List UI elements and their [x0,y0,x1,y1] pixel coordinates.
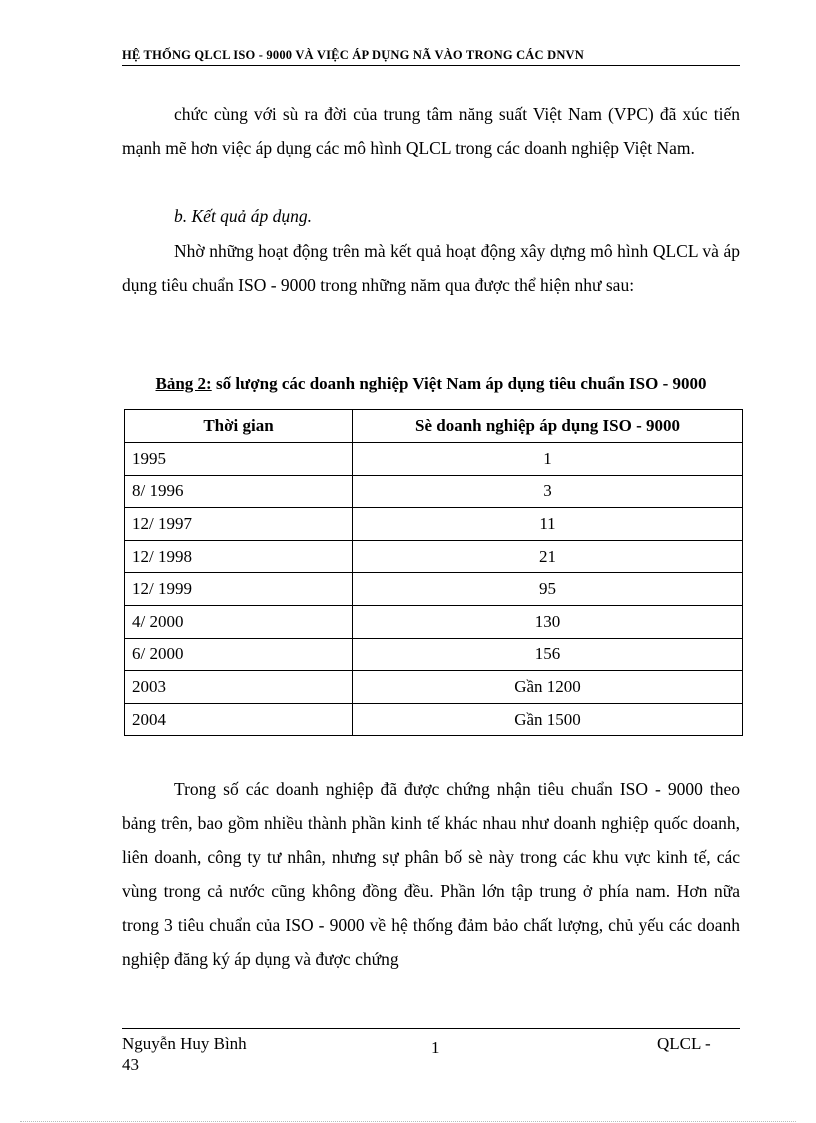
table-header-row [125,410,743,443]
table-row [125,605,743,638]
paragraph-text: Trong số các doanh nghiệp đã được chứng nhận tiêu chuẩn ISO - 9000 theo bảng trên, bao gồm nhiều thành phần kinh tế khác nhau như doanh nghiệp quốc doanh, liên doanh, công ty tư nhân, nhưng sự phân bố sè này trong các khu vực kinh tế, các vùng trong cả nước cũng không đồng đều. Phần lớn tập trung ở phía nam. Hơn nữa trong 3 tiêu chuẩn của ISO - 9000 về hệ thống đảm bảo chất lượng, chủ yếu các doanh nghiệp đăng ký áp dụng và được chứng [122,779,740,969]
cell-count: 11 [353,508,743,541]
cell-count: Gần 1500 [353,703,743,736]
table-row [125,703,743,736]
table-caption-label: Bảng 2: [155,374,212,393]
table-row [125,443,743,476]
table-row [125,540,743,573]
paragraph-text: chức cùng với sù ra đời của trung tâm năng suất Việt Nam (VPC) đã xúc tiến mạnh mẽ hơn việc áp dụng các mô hình QLCL trong các doanh nghiệp Việt Nam. [122,104,740,158]
cell-time: 8/ 1996 [125,475,353,508]
paragraph-text: Nhờ những hoạt động trên mà kết quả hoạt động xây dựng mô hình QLCL và áp dụng tiêu chuẩn ISO - 9000 trong những năm qua được thể hiện như sau: [122,241,740,295]
cell-count: 95 [353,573,743,606]
iso-adoption-table [124,409,743,736]
cell-time: 4/ 2000 [125,605,353,638]
cell-time: 2004 [125,703,353,736]
table-row [125,573,743,606]
table-row [125,475,743,508]
footer-author-line2: 43 [122,1055,139,1074]
cell-time: 12/ 1999 [125,573,353,606]
cell-time: 1995 [125,443,353,476]
cell-time: 6/ 2000 [125,638,353,671]
page-edge-divider [20,1121,796,1122]
cell-time: 12/ 1998 [125,540,353,573]
cell-count: 21 [353,540,743,573]
table-row [125,508,743,541]
cell-count: 1 [353,443,743,476]
cell-time: 2003 [125,671,353,704]
page-header: HỆ THỐNG QLCL ISO - 9000 VÀ VIỆC ÁP DỤNG NÃ VÀO TRONG CÁC DNVN [122,48,740,66]
cell-count: 156 [353,638,743,671]
subheading: b. Kết quả áp dụng. [174,206,313,226]
body-paragraph-3 [122,772,740,976]
cell-count: 3 [353,475,743,508]
cell-time: 12/ 1997 [125,508,353,541]
page-number: 1 [431,1038,440,1057]
table-caption [122,374,740,394]
column-header-count: Sè doanh nghiệp áp dụng ISO - 9000 [353,410,743,443]
footer-author: Nguyễn Huy Bình [122,1034,247,1053]
footer-course: QLCL - [657,1034,711,1053]
body-paragraph-1 [122,97,740,165]
cell-count: Gần 1200 [353,671,743,704]
footer-divider [122,1028,740,1029]
table-caption-text: số lượng các doanh nghiệp Việt Nam áp dụng tiêu chuẩn ISO - 9000 [211,374,707,393]
table-row [125,671,743,704]
table-row [125,638,743,671]
column-header-time: Thời gian [125,410,353,443]
cell-count: 130 [353,605,743,638]
body-paragraph-2 [122,234,740,302]
